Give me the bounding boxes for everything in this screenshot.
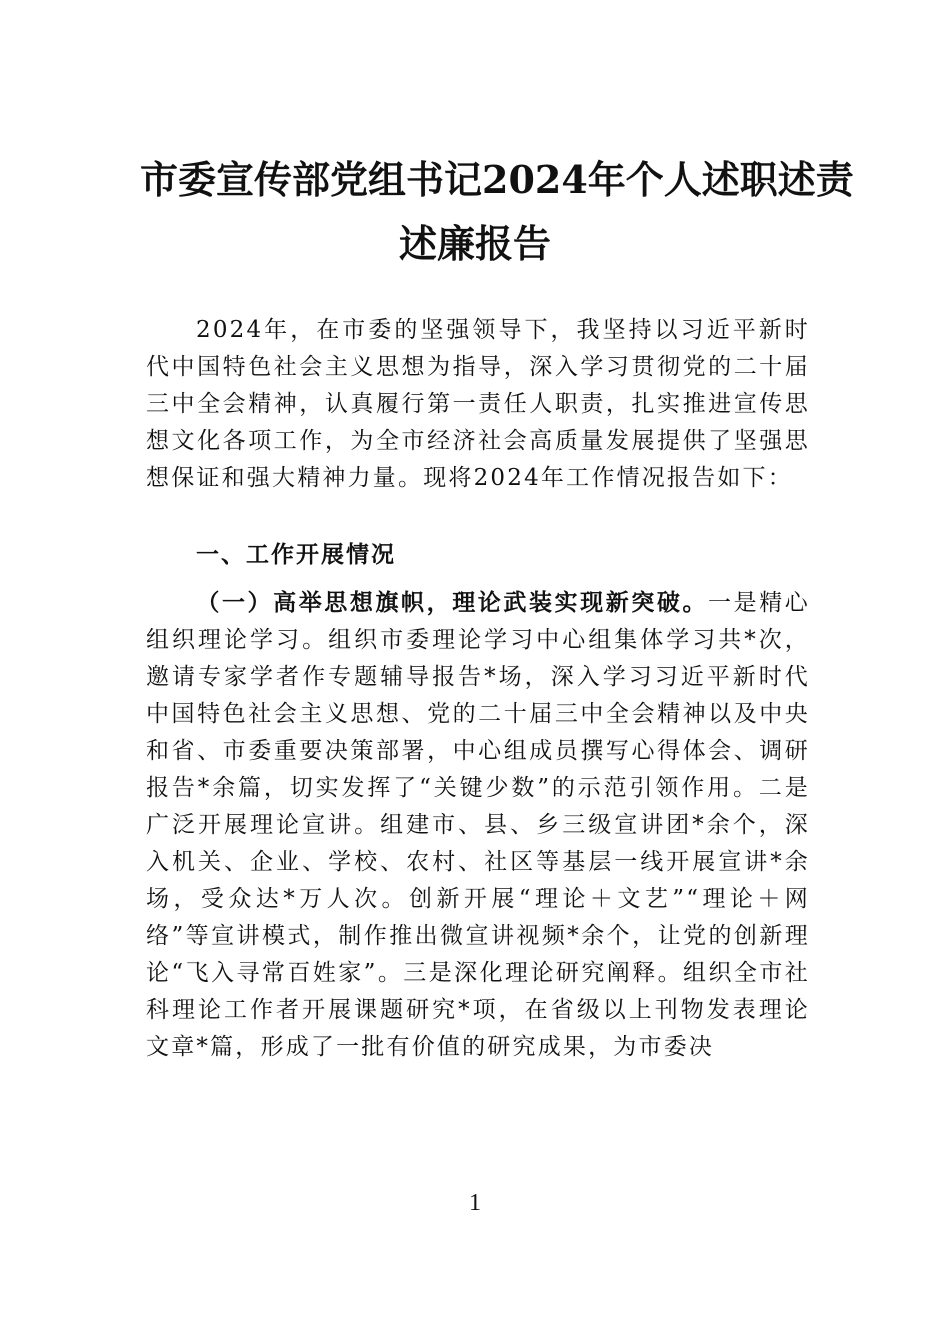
subsection-1-body: 一是精心组织理论学习。组织市委理论学习中心组集体学习共*次，邀请专家学者作专题辅导报告*场，深入学习习近平新时代中国特色社会主义思想、党的二十届三中全会精神以及中央和省、市委重要决策部署，中心组成员撰写心得体会、调研报告*余篇，切实发挥了“关键少数”的示范引领作用。二是广泛开展理论宣讲。组建市、县、乡三级宣讲团*余个，深入机关、企业、学校、农村、社区等基层一线开展宣讲*余场，受众达*万人次。创新开展“理论＋文艺”“理论＋网络”等宣讲模式，制作推出微宣讲视频*余个，让党的创新理论“飞入寻常百姓家”。三是深化理论研究阐释。组织全市社科理论工作者开展课题研究*项，在省级以上刊物发表理论文章*篇，形成了一批有价值的研究成果，为市委决 (146, 590, 810, 1060)
page-number: 1 (469, 1190, 481, 1216)
document-title-line-2: 述廉报告 (398, 221, 551, 266)
document-title-line-1: 市委宣传部党组书记2024年个人述职述责 (140, 157, 854, 202)
subsection-heading-1: （一）高举思想旗帜，理论武装实现新突破。 (196, 589, 709, 616)
intro-text: 2024年，在市委的坚强领导下，我坚持以习近平新时代中国特色社会主义思想为指导，深入学习贯彻党的二十届三中全会精神，认真履行第一责任人职责，扎实推进宣传思想文化各项工作，为全市经济社会高质量发展提供了坚强思想保证和强大精神力量。现将2024年工作情况报告如下： (146, 317, 810, 491)
section-1-paragraph (146, 584, 810, 1066)
section-heading-1: 一、工作开展情况 (196, 542, 396, 568)
intro-paragraph (146, 312, 810, 497)
